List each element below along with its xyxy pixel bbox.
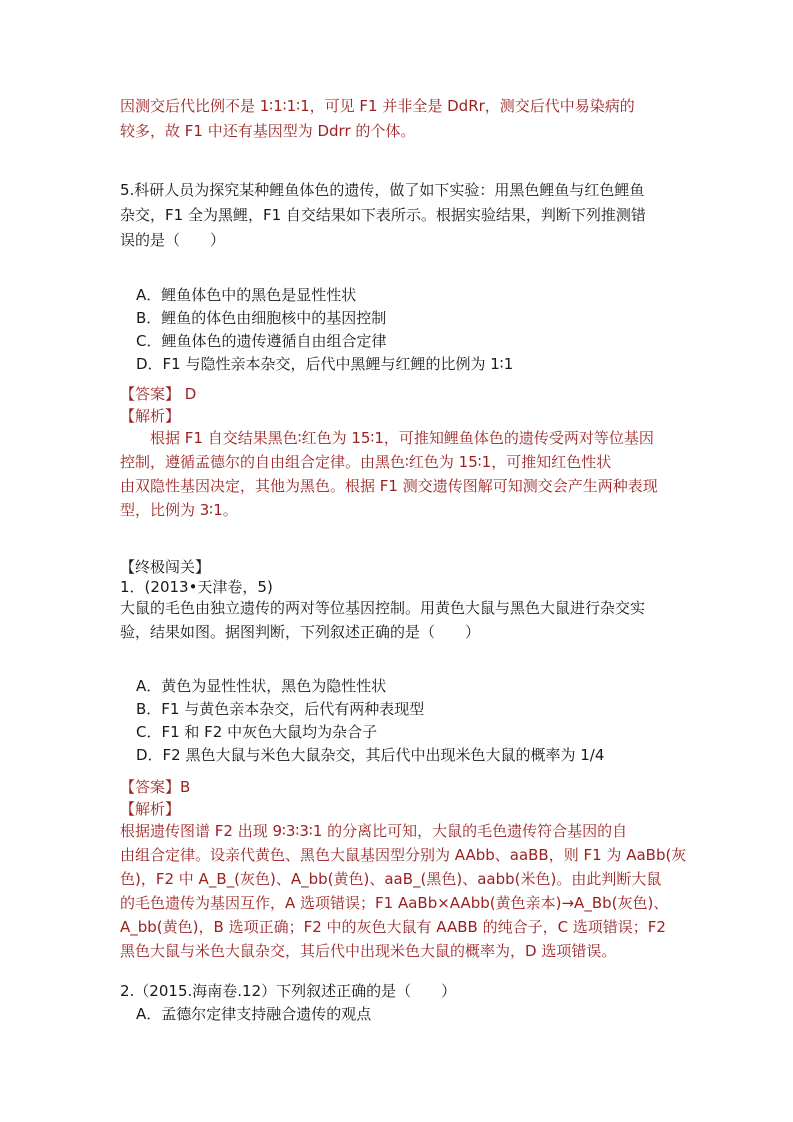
answer-label: 【答案】B [120, 778, 191, 796]
text-line: 因测交后代比例不是 1∶1∶1∶1，可见 F1 并非全是 DdRr，测交后代中易染病的 [120, 97, 635, 115]
option-a: A．孟德尔定律支持融合遗传的观点 [136, 1005, 372, 1023]
option-d: D．F2 黑色大鼠与米色大鼠杂交，其后代中出现米色大鼠的概率为 1/4 [136, 746, 605, 764]
question-source: 1．(2013•天津卷，5) [120, 578, 273, 596]
option-d: D．F1 与隐性亲本杂交，后代中黑鲤与红鲤的比例为 1∶1 [136, 355, 514, 373]
analysis-label: 【解析】 [120, 800, 181, 818]
analysis-line: 控制，遵循孟德尔的自由组合定律。由黑色∶红色为 15∶1，可推知红色性状 [120, 453, 612, 471]
option-a: A．鲤鱼体色中的黑色是显性性状 [136, 286, 357, 304]
analysis-line: 色)，F2 中 A_B_(灰色)、A_bb(黄色)、aaB_(黑色)、aabb(米色)。由此判断大鼠 [120, 870, 662, 888]
text-line: 较多，故 F1 中还有基因型为 Ddrr 的个体。 [120, 122, 416, 140]
section-title: 【终极闯关】 [120, 558, 211, 576]
answer-label: 【答案】 D [120, 385, 197, 403]
option-b: B．F1 与黄色亲本杂交，后代有两种表现型 [136, 700, 425, 718]
question-stem-line: 验，结果如图。据图判断，下列叙述正确的是（ ） [120, 623, 481, 641]
analysis-line: 黑色大鼠与米色大鼠杂交，其后代中出现米色大鼠的概率为，D 选项错误。 [120, 942, 617, 960]
question-stem-line: 误的是（ ） [120, 231, 226, 249]
analysis-label: 【解析】 [120, 407, 181, 425]
question-stem-line: 杂交，F1 全为黑鲤，F1 自交结果如下表所示。根据实验结果，判断下列推测错 [120, 206, 646, 224]
analysis-line: 根据遗传图谱 F2 出现 9∶3∶3∶1 的分离比可知，大鼠的毛色遗传符合基因的自 [120, 822, 628, 840]
analysis-line: 由双隐性基因决定，其他为黑色。根据 F1 测交遗传图解可知测交会产生两种表现 [120, 477, 658, 495]
analysis-line: 由组合定律。设亲代黄色、黑色大鼠基因型分别为 AAbb、aaBB，则 F1 为 AaBb(灰 [120, 846, 687, 864]
analysis-line: 的毛色遗传为基因互作，A 选项错误；F1 AaBb×AAbb(黄色亲本)→A_Bb(灰色)、 [120, 894, 669, 912]
analysis-line: 根据 F1 自交结果黑色∶红色为 15∶1，可推知鲤鱼体色的遗传受两对等位基因 [150, 429, 654, 447]
option-c: C．F1 和 F2 中灰色大鼠均为杂合子 [136, 723, 378, 741]
option-b: B．鲤鱼的体色由细胞核中的基因控制 [136, 309, 387, 327]
analysis-line: 型，比例为 3∶1。 [120, 501, 238, 519]
option-a: A．黄色为显性性状，黑色为隐性性状 [136, 677, 387, 695]
option-c: C．鲤鱼体色的遗传遵循自由组合定律 [136, 332, 387, 350]
question-stem-line: 2.（2015.海南卷.12）下列叙述正确的是（ ） [120, 982, 457, 1000]
question-stem-line: 大鼠的毛色由独立遗传的两对等位基因控制。用黄色大鼠与黑色大鼠进行杂交实 [120, 599, 646, 617]
question-stem-line: 5.科研人员为探究某种鲤鱼体色的遗传，做了如下实验：用黑色鲤鱼与红色鲤鱼 [120, 181, 645, 199]
analysis-line: A_bb(黄色)，B 选项正确；F2 中的灰色大鼠有 AABB 的纯合子，C 选项错误；F2 [120, 918, 666, 936]
